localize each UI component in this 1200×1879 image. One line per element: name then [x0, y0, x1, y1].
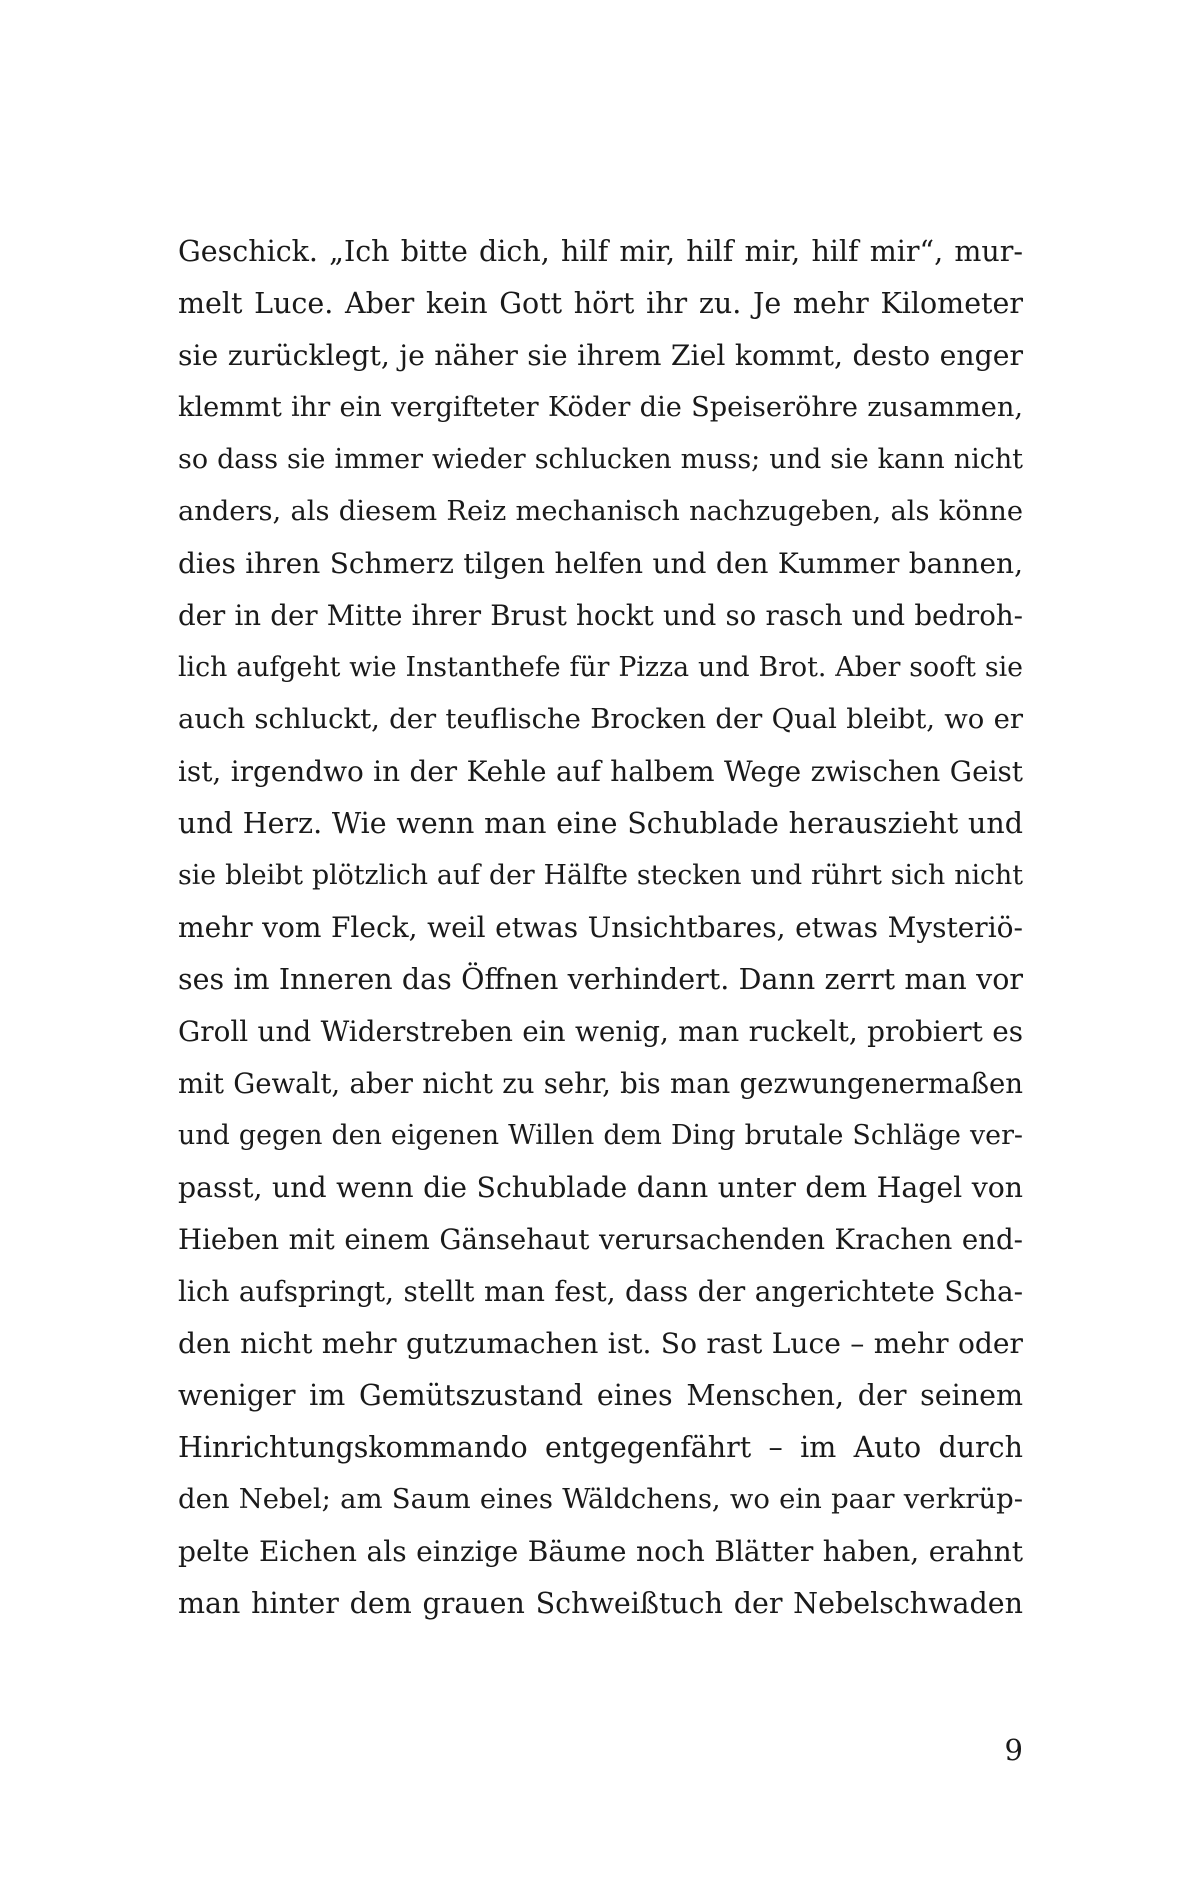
text-line: ist, irgendwo in der Kehle auf halbem Wege zwischen Geist — [178, 755, 1023, 788]
text-line: lich aufgeht wie Instanthefe für Pizza und Brot. Aber sooft sie — [178, 652, 1023, 683]
text-line: passt, und wenn die Schublade dann unter dem Hagel von — [178, 1171, 1023, 1204]
text-line: anders, als diesem Reiz mechanisch nachzugeben, als könne — [178, 496, 1023, 527]
text-line: melt Luce. Aber kein Gott hört ihr zu. Je mehr Kilometer — [178, 287, 1023, 320]
text-line: Geschick. „Ich bitte dich, hilf mir, hilf mir, hilf mir“, mur- — [178, 235, 1023, 268]
text-line: sie zurücklegt, je näher sie ihrem Ziel kommt, desto enger — [178, 339, 1023, 372]
text-line: weniger im Gemütszustand eines Menschen, der seinem — [178, 1379, 1023, 1412]
text-line: mit Gewalt, aber nicht zu sehr, bis man gezwungenermaßen — [178, 1068, 1023, 1100]
text-line: dies ihren Schmerz tilgen helfen und den Kummer bannen, — [178, 547, 1023, 580]
text-line: klemmt ihr ein vergifteter Köder die Speiseröhre zusammen, — [178, 392, 1023, 423]
text-line: ses im Inneren das Öffnen verhindert. Dann zerrt man vor — [178, 963, 1023, 996]
text-line: man hinter dem grauen Schweißtuch der Nebelschwaden — [178, 1587, 1023, 1620]
text-line: Hieben mit einem Gänsehaut verursachenden Krachen end- — [178, 1223, 1023, 1256]
text-line: sie bleibt plötzlich auf der Hälfte stecken und rührt sich nicht — [178, 860, 1023, 891]
text-line: und Herz. Wie wenn man eine Schublade herauszieht und — [178, 807, 1023, 840]
text-line: den Nebel; am Saum eines Wäldchens, wo ein paar verkrüp- — [178, 1484, 1023, 1515]
text-line: auch schluckt, der teuflische Brocken der Qual bleibt, wo er — [178, 704, 1023, 735]
text-line: der in der Mitte ihrer Brust hockt und so rasch und bedroh- — [178, 599, 1023, 632]
text-line: so dass sie immer wieder schlucken muss; und sie kann nicht — [178, 444, 1023, 475]
body-text — [178, 226, 1023, 1630]
text-line: den nicht mehr gutzumachen ist. So rast Luce – mehr oder — [178, 1327, 1023, 1360]
text-line: lich aufspringt, stellt man fest, dass der angerichtete Scha- — [178, 1275, 1023, 1308]
text-line: mehr vom Fleck, weil etwas Unsichtbares, etwas Mysteriö- — [178, 911, 1023, 944]
page-number: 9 — [1004, 1733, 1023, 1767]
text-line: pelte Eichen als einzige Bäume noch Blätter haben, erahnt — [178, 1535, 1023, 1568]
text-line: Hinrichtungskommando entgegenfährt – im Auto durch — [178, 1431, 1023, 1464]
text-line: Groll und Widerstreben ein wenig, man ruckelt, probiert es — [178, 1015, 1023, 1048]
text-line: und gegen den eigenen Willen dem Ding brutale Schläge ver- — [178, 1120, 1023, 1151]
